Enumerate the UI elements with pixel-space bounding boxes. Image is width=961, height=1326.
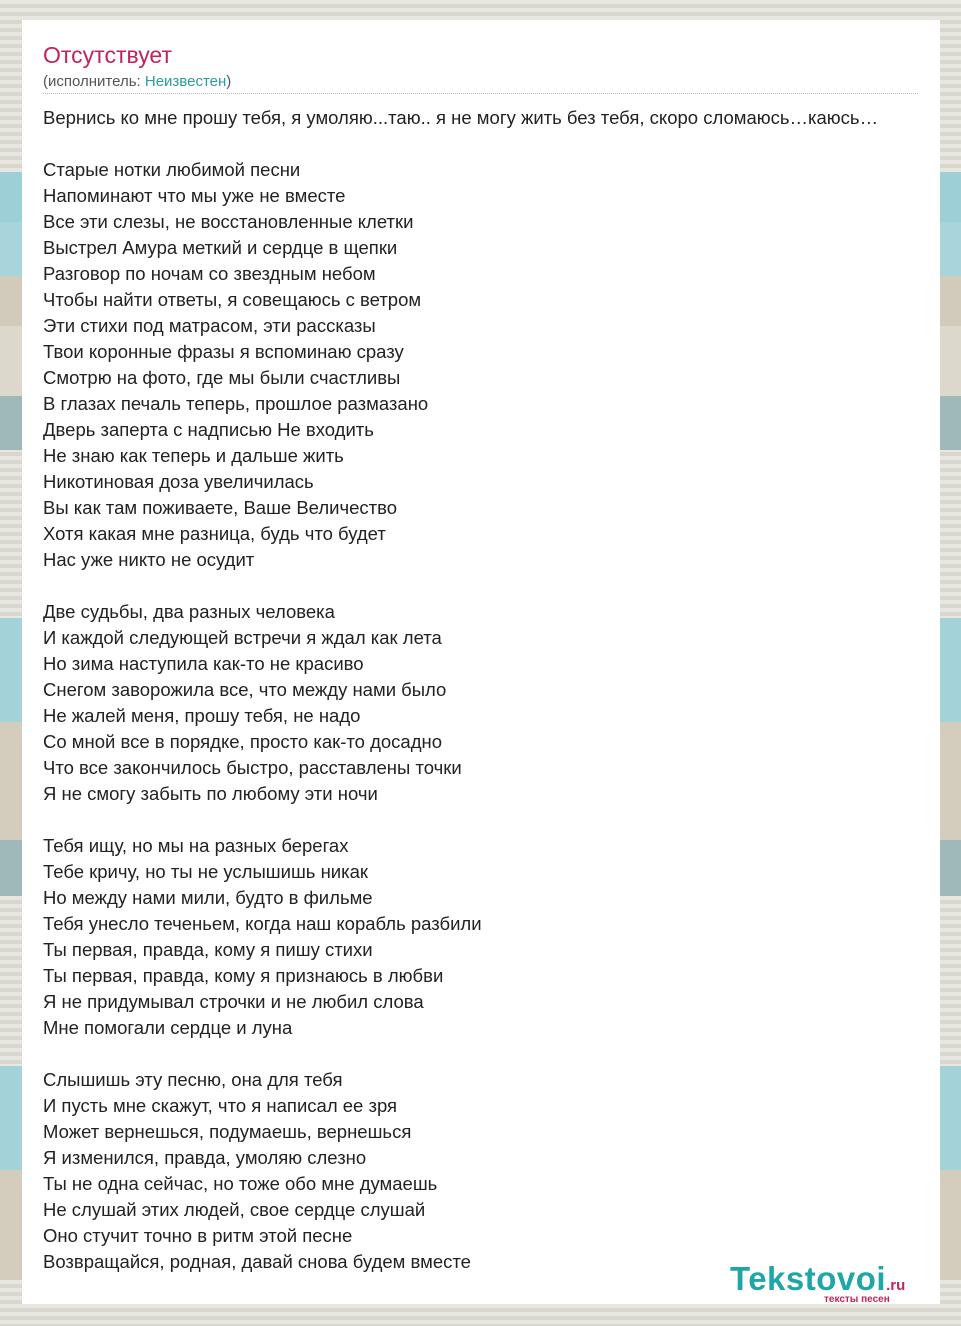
lyric-line: Старые нотки любимой песни <box>43 159 301 180</box>
lyric-line: В глазах печаль теперь, прошлое размазано <box>43 393 429 414</box>
lyric-line: Может вернешься, подумаешь, вернешься <box>43 1121 412 1142</box>
stanza-break <box>43 1041 940 1067</box>
lyric-line: Я изменился, правда, умоляю слезно <box>43 1147 367 1168</box>
lyric-line: Никотиновая доза увеличилась <box>43 471 314 492</box>
lyric-line: Мне помогали сердце и луна <box>43 1017 293 1038</box>
logo-tld: .ru <box>886 1277 906 1294</box>
lyric-line: Снегом заворожила все, что между нами было <box>43 679 447 700</box>
lyric-line: Вернись ко мне прошу тебя, я умоляю...таю.. я не могу жить без тебя, скоро сломаюсь…каюсь… <box>43 107 879 128</box>
artist-prefix: (исполнитель: <box>43 73 145 90</box>
logo-name: Tekstovoi <box>730 1260 887 1297</box>
lyric-line: Я не придумывал строчки и не любил слова <box>43 991 424 1012</box>
lyric-line: Ты не одна сейчас, но тоже обо мне думаешь <box>43 1173 438 1194</box>
lyric-line: Что все закончилось быстро, расставлены точки <box>43 757 462 778</box>
lyric-line: Возвращайся, родная, давай снова будем вместе <box>43 1251 471 1272</box>
lyric-line: Вы как там поживаете, Ваше Величество <box>43 497 398 518</box>
lyric-line: Со мной все в порядке, просто как-то досадно <box>43 731 443 752</box>
lyric-line: Напоминают что мы уже не вместе <box>43 185 346 206</box>
lyric-line: Дверь заперта с надписью Не входить <box>43 419 374 440</box>
lyric-line: Эти стихи под матрасом, эти рассказы <box>43 315 376 336</box>
lyric-line: Но между нами мили, будто в фильме <box>43 887 373 908</box>
artist-link[interactable]: Неизвестен <box>144 73 227 90</box>
lyrics-card <box>22 20 940 1304</box>
lyric-line: Хотя какая мне разница, будь что будет <box>43 523 386 544</box>
lyric-line: Тебя унесло теченьем, когда наш корабль разбили <box>43 913 482 934</box>
lyric-line: Оно стучит точно в ритм этой песне <box>43 1225 353 1246</box>
lyric-line: Ты первая, правда, кому я пишу стихи <box>43 939 373 960</box>
lyric-line: Твои коронные фразы я вспоминаю сразу <box>43 341 404 362</box>
lyric-line: И каждой следующей встречи я ждал как лета <box>43 627 442 648</box>
stanza-break <box>43 807 940 833</box>
lyric-line: Ты первая, правда, кому я признаюсь в любви <box>43 965 444 986</box>
stanza-break <box>43 573 940 599</box>
logo-tagline: тексты песен <box>824 1294 890 1304</box>
lyric-line: Две судьбы, два разных человека <box>43 601 335 622</box>
site-logo[interactable] <box>730 1260 906 1304</box>
stanza-break <box>43 131 940 157</box>
lyric-line: Слышишь эту песню, она для тебя <box>43 1069 343 1090</box>
lyric-line: Все эти слезы, не восстановленные клетки <box>43 211 414 232</box>
lyric-line: Я не смогу забыть по любому эти ночи <box>43 783 378 804</box>
lyrics-text <box>43 105 940 1275</box>
lyric-line: Тебя ищу, но мы на разных берегах <box>43 835 349 856</box>
lyric-line: Тебе кричу, но ты не услышишь никак <box>43 861 369 882</box>
title-divider <box>43 93 918 94</box>
lyric-line: Нас уже никто не осудит <box>43 549 255 570</box>
lyric-line: Не жалей меня, прошу тебя, не надо <box>43 705 361 726</box>
lyric-line: Но зима наступила как-то не красиво <box>43 653 364 674</box>
artist-suffix: ) <box>226 73 232 90</box>
artist-line <box>43 73 231 90</box>
lyric-line: Выстрел Амура меткий и сердце в щепки <box>43 237 398 258</box>
lyric-line: Разговор по ночам со звездным небом <box>43 263 376 284</box>
lyric-line: Не слушай этих людей, свое сердце слушай <box>43 1199 426 1220</box>
lyric-line: Не знаю как теперь и дальше жить <box>43 445 344 466</box>
song-title: Отсутствует <box>43 42 172 68</box>
lyric-line: Смотрю на фото, где мы были счастливы <box>43 367 401 388</box>
lyric-line: Чтобы найти ответы, я совещаюсь с ветром <box>43 289 422 310</box>
lyric-line: И пусть мне скажут, что я написал ее зря <box>43 1095 398 1116</box>
